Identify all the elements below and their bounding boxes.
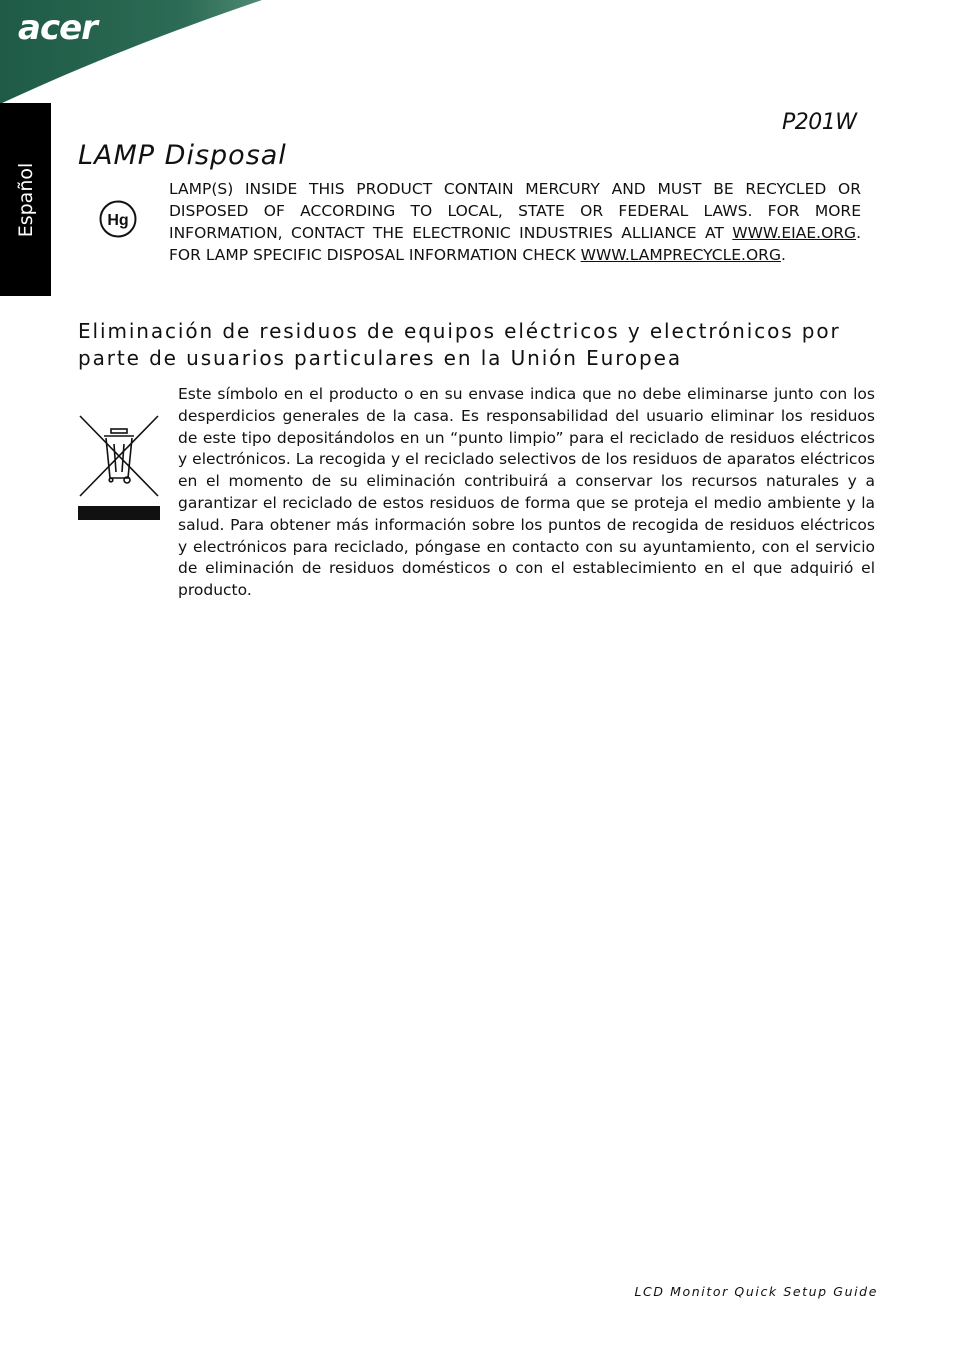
lamp-disposal-text — [169, 178, 861, 266]
header-swoosh — [0, 0, 954, 110]
crossed-bin-icon — [78, 414, 160, 522]
language-side-tab — [0, 103, 51, 296]
weee-section-title: Eliminación de residuos de equipos eléctricos y electrónicos por parte de usuarios particulares en la Unión Europea — [78, 319, 841, 370]
lamp-text-part-2: . FOR LAMP SPECIFIC DISPOSAL INFORMATION CHECK — [169, 224, 861, 264]
lamp-text-part-1: LAMP(S) INSIDE THIS PRODUCT CONTAIN MERCURY AND MUST BE RECYCLED OR DISPOSED OF ACCORDING TO LOCAL, STATE OR FEDERAL LAWS. FOR MORE INFORMATION, CONTACT THE ELECTRONIC INDUSTRIES ALLIANCE AT — [169, 180, 861, 242]
model-name: P201W — [782, 110, 857, 135]
lamprecycle-link[interactable]: WWW.LAMPRECYCLE.ORG — [580, 246, 781, 264]
weee-section-text: Este símbolo en el producto o en su envase indica que no debe eliminarse junto con los desperdicios generales de la casa. Es responsabilidad del usuario eliminar los residuos de este tipo depositándolos en un “punto limpio” para el reciclado de residuos eléctricos y electrónicos. La recogida y el reciclado selectivos de los residuos de aparatos eléctricos en el momento de su eliminación contribuirá a conservar los recursos naturales y a garantizar el reciclado de estos residuos de forma que se proteja el medio ambiente y la salud. Para obtener más información sobre los puntos de recogida de residuos eléctricos y electrónicos para reciclado, póngase en contacto con su ayuntamiento, con el servicio de eliminación de residuos domésticos o con el establecimiento en el que adquirió el producto. — [178, 385, 875, 600]
acer-logo: acer — [18, 8, 97, 48]
hg-icon-label: Hg — [107, 212, 129, 229]
hg-mercury-icon — [98, 199, 138, 239]
lamp-disposal-title: LAMP Disposal — [78, 140, 287, 171]
lamp-text-part-3: . — [780, 246, 786, 264]
eiae-link[interactable]: WWW.EIAE.ORG — [732, 224, 857, 242]
language-tab-label: Español — [14, 162, 37, 237]
footer-guide-title: LCD Monitor Quick Setup Guide — [634, 1284, 878, 1299]
